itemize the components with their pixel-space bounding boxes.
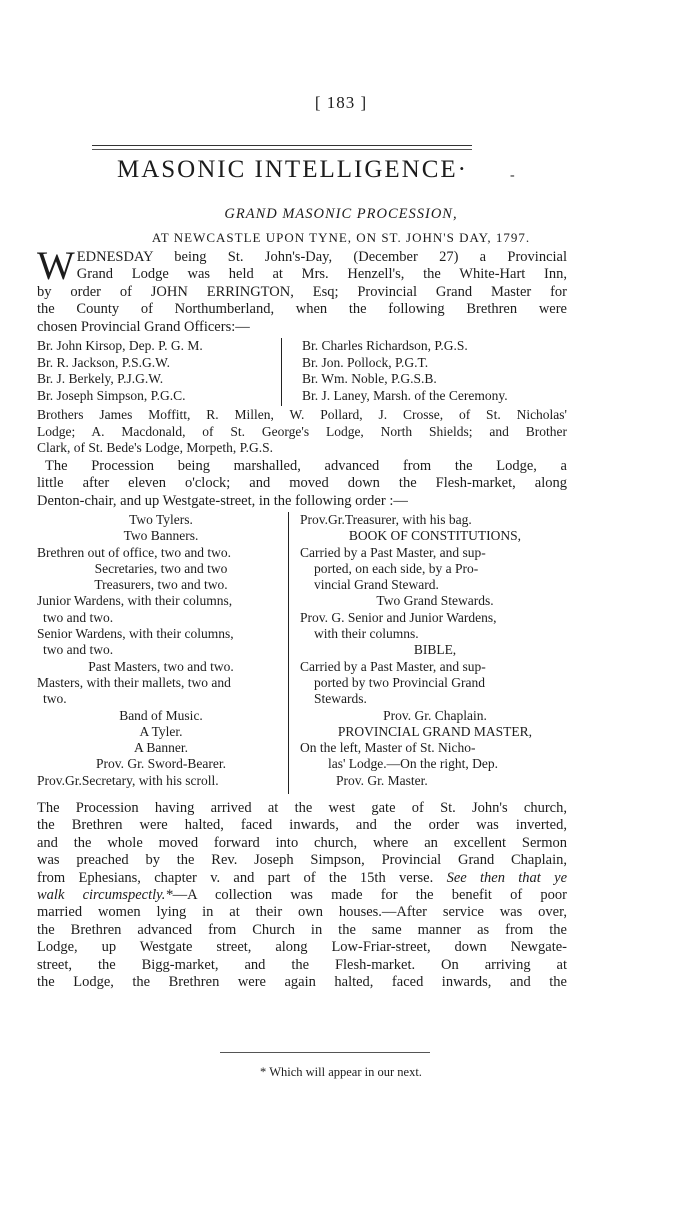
footnote-rule bbox=[220, 1052, 430, 1053]
title-mark: - bbox=[510, 168, 515, 183]
brothers-line: Brothers James Moffitt, R. Millen, W. Pollard, J. Crosse, of St. Nicholas' bbox=[37, 407, 567, 422]
closing-line: the Lodge, the Brethren were again halted, faced inwards, and the bbox=[37, 974, 567, 991]
procession-order-left bbox=[37, 512, 285, 789]
order-entry: Past Masters, two and two. bbox=[88, 658, 234, 674]
order-entry: ported by two Provincial Grand bbox=[314, 674, 485, 690]
order-entry: PROVINCIAL GRAND MASTER, bbox=[337, 723, 533, 739]
closing-paragraph bbox=[37, 800, 567, 991]
order-entry: Prov. Gr. Master. bbox=[336, 772, 428, 788]
closing-line: was preached by the Rev. Joseph Simpson, Provincial Grand Chaplain, bbox=[37, 852, 567, 869]
order-entry: Prov.Gr.Secretary, with his scroll. bbox=[37, 772, 219, 788]
order-entry: Masters, with their mallets, two and bbox=[37, 674, 231, 690]
intro-paragraph bbox=[37, 243, 567, 336]
order-entry: two and two. bbox=[43, 609, 114, 625]
order-entry: On the left, Master of St. Nicho- bbox=[300, 740, 476, 756]
scripture-quote-cont: walk circumspectly.* bbox=[37, 887, 173, 904]
order-entry: Two Banners. bbox=[123, 528, 199, 544]
order-entry: Prov. Gr. Chaplain. bbox=[383, 707, 487, 723]
order-entry: Junior Wardens, with their columns, bbox=[37, 593, 233, 609]
procession-intro-line: Denton-chair, and up Westgate-street, in the following order :— bbox=[37, 492, 408, 509]
order-entry: Prov. G. Senior and Junior Wardens, bbox=[300, 609, 497, 625]
order-entry: Secretaries, two and two bbox=[94, 560, 228, 576]
closing-line: the Brethren advanced from Church in the same manner as from the bbox=[37, 921, 567, 938]
closing-line: the Brethren were halted, faced inwards, and the order was inverted, bbox=[37, 817, 567, 834]
page-number: [ 183 ] bbox=[314, 93, 368, 112]
order-entry: BOOK OF CONSTITUTIONS, bbox=[348, 528, 522, 544]
officers-divider bbox=[281, 338, 282, 406]
order-entry: two. bbox=[43, 691, 67, 707]
intro-line: chosen Provincial Grand Officers:— bbox=[37, 318, 250, 335]
intro-line: the County of Northumberland, when the following Brethren were bbox=[37, 301, 567, 318]
order-entry: Stewards. bbox=[314, 691, 367, 707]
closing-line: from Ephesians, chapter v. and part of the 15th verse. See then that ye bbox=[37, 869, 568, 886]
section-title: MASONIC INTELLIGENCE· bbox=[117, 156, 468, 183]
officers-right-column bbox=[302, 338, 572, 404]
title-top-rule-thin bbox=[92, 149, 472, 150]
officer-entry: Br. J. Laney, Marsh. of the Ceremony. bbox=[302, 387, 508, 403]
procession-intro-line: little after eleven o'clock; and moved down the Flesh-market, along bbox=[37, 475, 567, 492]
place-date-line: AT NEWCASTLE UPON TYNE, ON ST. JOHN'S DAY, 1797. bbox=[151, 230, 531, 245]
closing-line: Lodge, up Westgate street, along Low-Friar-street, down Newgate- bbox=[37, 939, 567, 956]
brothers-line: Lodge; A. Macdonald, of St. George's Lodge, North Shields; and Brother bbox=[37, 423, 567, 439]
footnote: * Which will appear in our next. bbox=[260, 1065, 422, 1079]
officer-entry: Br. Wm. Noble, P.G.S.B. bbox=[302, 371, 437, 386]
order-entry: Treasurers, two and two. bbox=[94, 577, 228, 593]
order-entry: Two Tylers. bbox=[129, 512, 193, 527]
procession-divider bbox=[288, 512, 289, 794]
order-entry: two and two. bbox=[43, 642, 114, 658]
procession-order-right bbox=[300, 512, 570, 789]
order-entry: Senior Wardens, with their columns, bbox=[37, 626, 234, 642]
brothers-paragraph bbox=[37, 407, 567, 457]
order-entry: with their columns. bbox=[314, 626, 419, 642]
scripture-quote: See then that ye bbox=[446, 869, 568, 886]
order-entry: vincial Grand Steward. bbox=[314, 577, 439, 593]
officer-entry: Br. Charles Richardson, P.G.S. bbox=[302, 338, 468, 353]
closing-line: married women lying in at their own houses.—After service was over, bbox=[37, 904, 567, 921]
order-entry: BIBLE, bbox=[413, 642, 457, 658]
order-entry: A Banner. bbox=[134, 740, 188, 756]
drop-cap: W bbox=[37, 243, 75, 288]
officer-entry: Br. John Kirsop, Dep. P. G. M. bbox=[37, 338, 203, 353]
order-entry: las' Lodge.—On the right, Dep. bbox=[328, 756, 499, 772]
order-entry: ported, on each side, by a Pro- bbox=[314, 560, 479, 576]
officer-entry: Br. J. Berkely, P.J.G.W. bbox=[37, 371, 164, 386]
order-entry: Prov. Gr. Sword-Bearer. bbox=[96, 756, 226, 772]
title-top-rule bbox=[92, 145, 472, 146]
closing-line: The Procession having arrived at the west gate of St. John's church, bbox=[37, 800, 567, 816]
officers-left-column bbox=[37, 338, 267, 404]
procession-intro-paragraph bbox=[37, 458, 567, 510]
order-entry: Brethren out of office, two and two. bbox=[37, 544, 231, 560]
procession-intro-line: The Procession being marshalled, advanced from the Lodge, a bbox=[45, 458, 567, 474]
brothers-line: Clark, of St. Bede's Lodge, Morpeth, P.G.S. bbox=[37, 440, 274, 455]
article-subtitle: GRAND MASONIC PROCESSION, bbox=[224, 206, 458, 222]
order-entry: Carried by a Past Master, and sup- bbox=[300, 544, 486, 560]
intro-line: EDNESDAY being St. John's-Day, (December 27) a Provincial bbox=[76, 249, 567, 265]
order-entry: Prov.Gr.Treasurer, with his bag. bbox=[300, 512, 472, 527]
officer-entry: Br. Jon. Pollock, P.G.T. bbox=[302, 354, 429, 370]
closing-line: and the whole moved forward into church, where an excellent Sermon bbox=[37, 834, 567, 851]
closing-line: walk circumspectly.*—A collection was made for the benefit of poor bbox=[37, 887, 567, 904]
closing-line: street, the Bigg-market, and the Flesh-market. On arriving at bbox=[37, 956, 567, 973]
order-entry: A Tyler. bbox=[139, 723, 183, 739]
order-entry: Band of Music. bbox=[119, 707, 203, 723]
intro-line: Grand Lodge was held at Mrs. Henzell's, the White-Hart Inn, bbox=[76, 266, 567, 283]
intro-line: by order of JOHN ERRINGTON, Esq; Provincial Grand Master for bbox=[37, 283, 567, 300]
officer-entry: Br. R. Jackson, P.S.G.W. bbox=[37, 354, 171, 370]
order-entry: Carried by a Past Master, and sup- bbox=[300, 658, 486, 674]
order-entry: Two Grand Stewards. bbox=[376, 593, 494, 609]
officer-entry: Br. Joseph Simpson, P.G.C. bbox=[37, 387, 186, 403]
